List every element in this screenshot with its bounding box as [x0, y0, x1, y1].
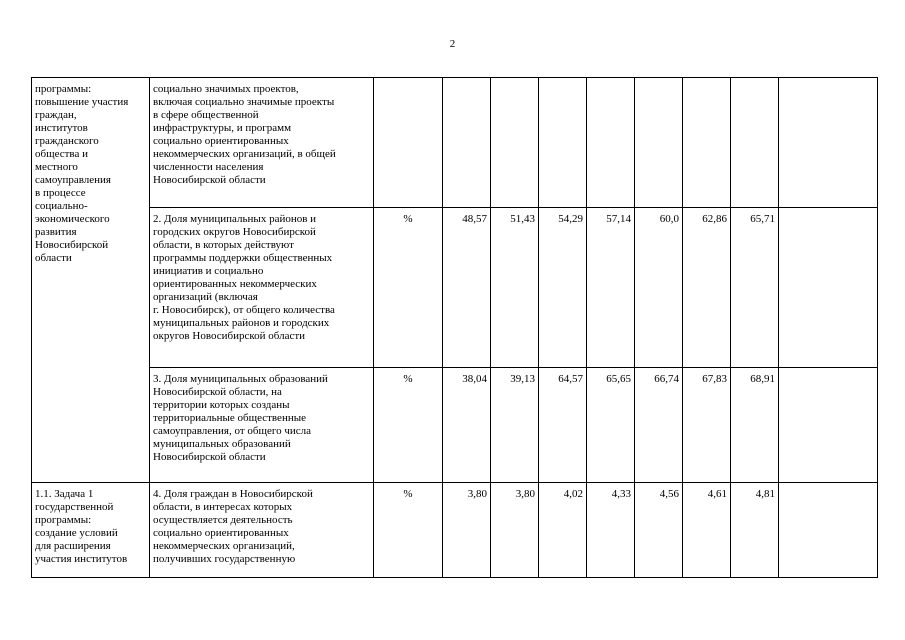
value-cell: 65,71 [731, 208, 779, 368]
value-cell: 4,56 [635, 483, 683, 578]
value-cell: 4,02 [539, 483, 587, 578]
indicator-cell: 3. Доля муниципальных образований Новосибирской области, на территории которых созданы территориальные общественные самоуправления, от общего числа муниципальных образований Новосибирской области [150, 368, 374, 483]
empty-cell [779, 368, 878, 483]
table-row [32, 78, 878, 208]
value-cell: 57,14 [587, 208, 635, 368]
indicators-table [31, 77, 878, 578]
indicator-cell: социально значимых проектов, включая социально значимые проекты в сфере общественной инфраструктуры, и программ социально ориентированных некоммерческих организаций, в общей численности населения Новосибирской области [150, 78, 374, 208]
value-cell: 60,0 [635, 208, 683, 368]
value-cell [635, 78, 683, 208]
empty-cell [779, 483, 878, 578]
value-cell: 3,80 [443, 483, 491, 578]
value-cell: 66,74 [635, 368, 683, 483]
value-cell [443, 78, 491, 208]
value-cell: 3,80 [491, 483, 539, 578]
task-cell: 1.1. Задача 1 государственной программы: создание условий для расширения участия институтов [32, 483, 150, 578]
value-cell [491, 78, 539, 208]
indicator-cell: 2. Доля муниципальных районов и городских округов Новосибирской области, в которых действуют программы поддержки общественных инициатив и социально ориентированных некоммерческих организаций (включая г. Новосибирск), от общего количества муниципальных районов и городских округов Новосибирской области [150, 208, 374, 368]
value-cell: 48,57 [443, 208, 491, 368]
value-cell: 64,57 [539, 368, 587, 483]
value-cell: 4,81 [731, 483, 779, 578]
table-row [32, 368, 878, 483]
value-cell: 68,91 [731, 368, 779, 483]
unit-cell [374, 78, 443, 208]
indicator-cell: 4. Доля граждан в Новосибирской области, в интересах которых осуществляется деятельность социально ориентированных некоммерческих организаций, получивших государственную [150, 483, 374, 578]
value-cell: 54,29 [539, 208, 587, 368]
value-cell: 4,61 [683, 483, 731, 578]
value-cell: 67,83 [683, 368, 731, 483]
unit-cell: % [374, 368, 443, 483]
table-row [32, 208, 878, 368]
value-cell: 4,33 [587, 483, 635, 578]
empty-cell [779, 78, 878, 208]
goal-cell: программы: повышение участия граждан, институтов гражданского общества и местного самоуправления в процессе социально- экономического развития Новосибирской области [32, 78, 150, 483]
value-cell [683, 78, 731, 208]
unit-cell: % [374, 483, 443, 578]
table-row [32, 483, 878, 578]
value-cell: 38,04 [443, 368, 491, 483]
value-cell [539, 78, 587, 208]
value-cell: 39,13 [491, 368, 539, 483]
page-number: 2 [449, 38, 456, 50]
value-cell [731, 78, 779, 208]
unit-cell: % [374, 208, 443, 368]
value-cell [587, 78, 635, 208]
value-cell: 51,43 [491, 208, 539, 368]
value-cell: 65,65 [587, 368, 635, 483]
value-cell: 62,86 [683, 208, 731, 368]
empty-cell [779, 208, 878, 368]
